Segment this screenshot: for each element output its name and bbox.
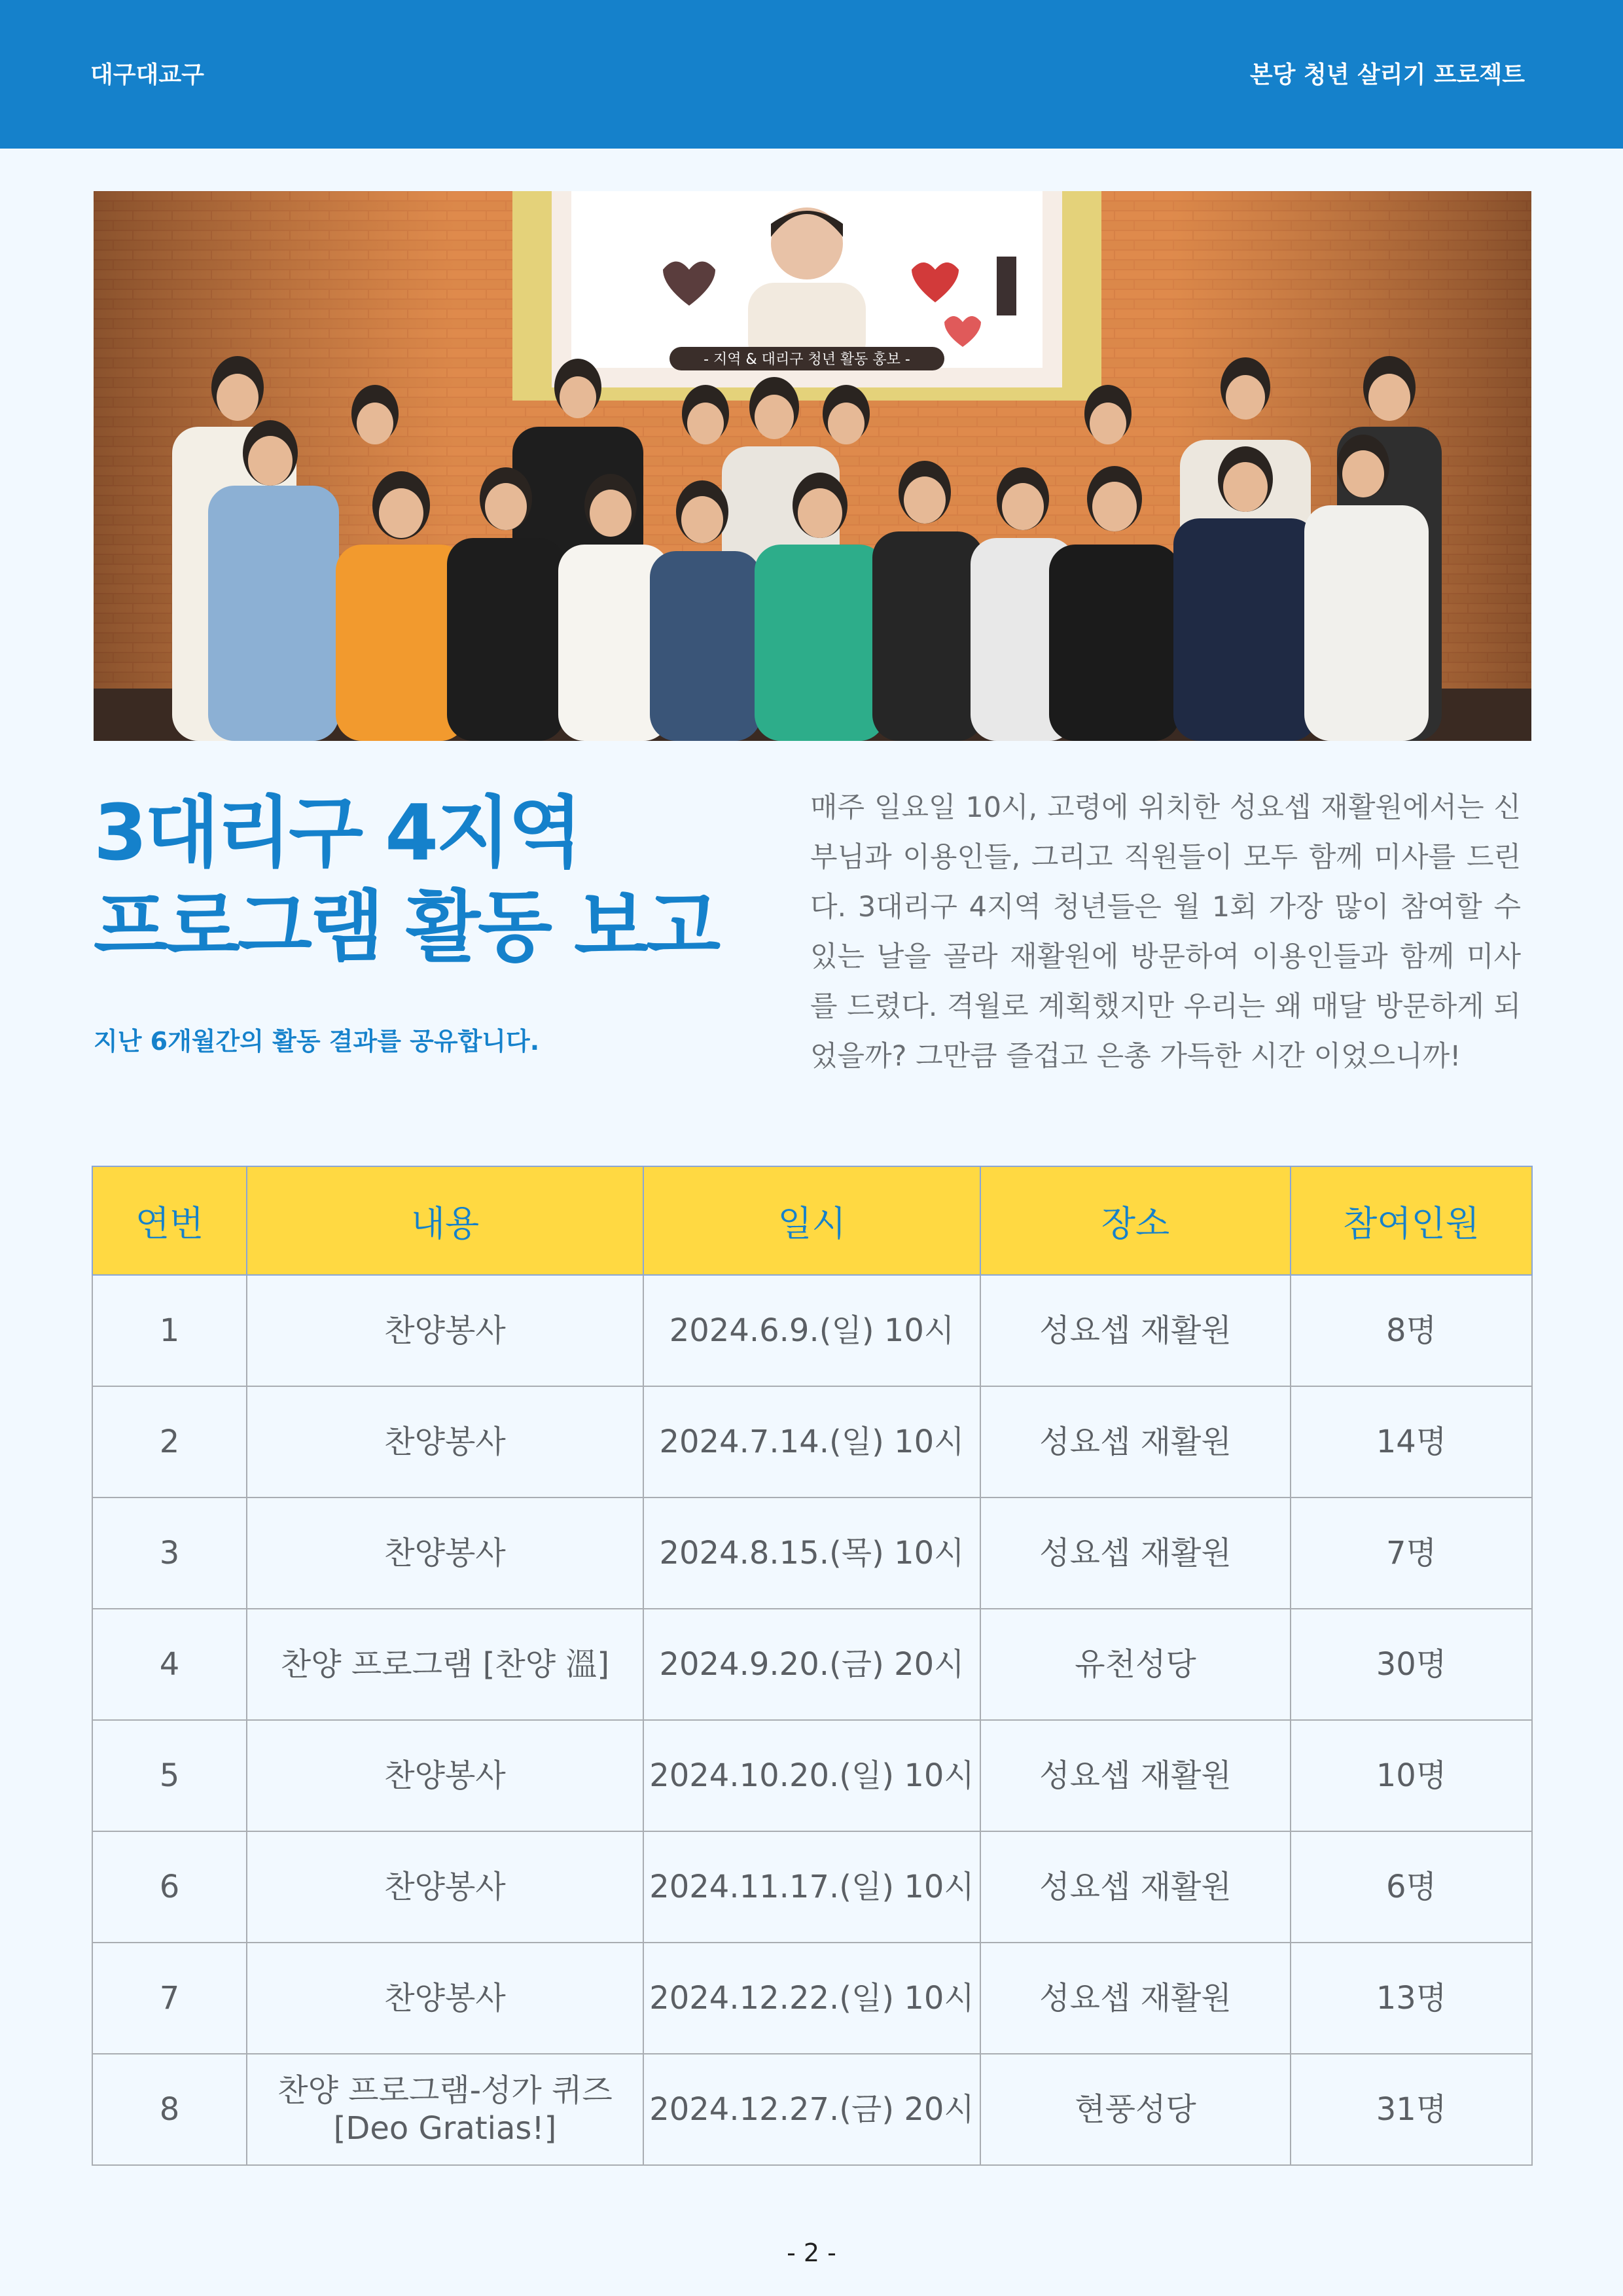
cell-number: 6 [92,1831,247,1943]
cell-datetime: 2024.10.20.(일) 10시 [643,1720,980,1831]
cell-place: 성요셉 재활원 [980,1275,1291,1386]
cell-datetime: 2024.7.14.(일) 10시 [643,1386,980,1498]
cell-content: 찬양 프로그램-성가 퀴즈 [Deo Gratias!] [247,2054,643,2165]
page-title-line2: 프로그램 활동 보고 [94,882,719,972]
cell-participants: 13명 [1291,1943,1532,2054]
table-row [92,1498,1532,1609]
cell-datetime: 2024.6.9.(일) 10시 [643,1275,980,1386]
cell-content: 찬양봉사 [247,1943,643,2054]
cell-place: 성요셉 재활원 [980,1943,1291,2054]
cell-content: 찬양봉사 [247,1275,643,1386]
cell-number: 5 [92,1720,247,1831]
table-row [92,2054,1532,2165]
table-row [92,1831,1532,1943]
header-diocese: 대구대교구 [90,62,204,88]
header-bar [0,0,1623,149]
cell-number: 1 [92,1275,247,1386]
cell-datetime: 2024.8.15.(목) 10시 [643,1498,980,1609]
table-header-row [92,1166,1532,1275]
screen-caption: - 지역 & 대리구 청년 활동 홍보 - [704,351,910,368]
page-title [94,785,748,974]
cell-place: 성요셉 재활원 [980,1498,1291,1609]
cell-participants: 10명 [1291,1720,1532,1831]
col-header-datetime: 일시 [643,1166,980,1275]
col-header-number: 연번 [92,1166,247,1275]
cell-content: 찬양 프로그램 [찬양 溫] [247,1609,643,1720]
cell-participants: 6명 [1291,1831,1532,1943]
cell-content: 찬양봉사 [247,1498,643,1609]
header-project: 본당 청년 살리기 프로젝트 [1249,62,1525,88]
cell-place: 성요셉 재활원 [980,1386,1291,1498]
page-number: - 2 - [787,2238,836,2267]
cell-datetime: 2024.12.22.(일) 10시 [643,1943,980,2054]
cell-participants: 14명 [1291,1386,1532,1498]
cell-datetime: 2024.11.17.(일) 10시 [643,1831,980,1943]
col-header-content: 내용 [247,1166,643,1275]
group-photo [94,191,1531,741]
page-subtitle: 지난 6개월간의 활동 결과를 공유합니다. [94,1027,540,1056]
cell-place: 현풍성당 [980,2054,1291,2165]
cell-datetime: 2024.12.27.(금) 20시 [643,2054,980,2165]
table-row [92,1609,1532,1720]
cell-number: 2 [92,1386,247,1498]
table-row [92,1720,1532,1831]
activity-table [92,1166,1533,2166]
cell-place: 성요셉 재활원 [980,1720,1291,1831]
cell-content: 찬양봉사 [247,1831,643,1943]
cell-participants: 31명 [1291,2054,1532,2165]
cell-participants: 8명 [1291,1275,1532,1386]
cell-number: 8 [92,2054,247,2165]
cell-number: 4 [92,1609,247,1720]
cell-participants: 30명 [1291,1609,1532,1720]
col-header-place: 장소 [980,1166,1291,1275]
table-row [92,1943,1532,2054]
cell-datetime: 2024.9.20.(금) 20시 [643,1609,980,1720]
cell-place: 성요셉 재활원 [980,1831,1291,1943]
intro-paragraph: 매주 일요일 10시, 고령에 위치한 성요셉 재활원에서는 신부님과 이용인들, 그리고 직원들이 모두 함께 미사를 드린다. 3대리구 4지역 청년들은 월 1회 가장 많이 참여할 수 있는 날을 골라 재활원에 방문하여 이용인들과 함께 미사를 드렸다. 격월로 계획했지만 우리는 왜 매달 방문하게 되었을까? 그만큼 즐겁고 은총 가득한 시간 이었으니까! [810,791,1521,1073]
table-row [92,1275,1532,1386]
col-header-participants: 참여인원 [1291,1166,1532,1275]
cell-content: 찬양봉사 [247,1386,643,1498]
cell-content: 찬양봉사 [247,1720,643,1831]
page-title-line1: 3대리구 4지역 [94,787,580,878]
cell-number: 3 [92,1498,247,1609]
table-row [92,1386,1532,1498]
cell-place: 유천성당 [980,1609,1291,1720]
cell-participants: 7명 [1291,1498,1532,1609]
cell-number: 7 [92,1943,247,2054]
